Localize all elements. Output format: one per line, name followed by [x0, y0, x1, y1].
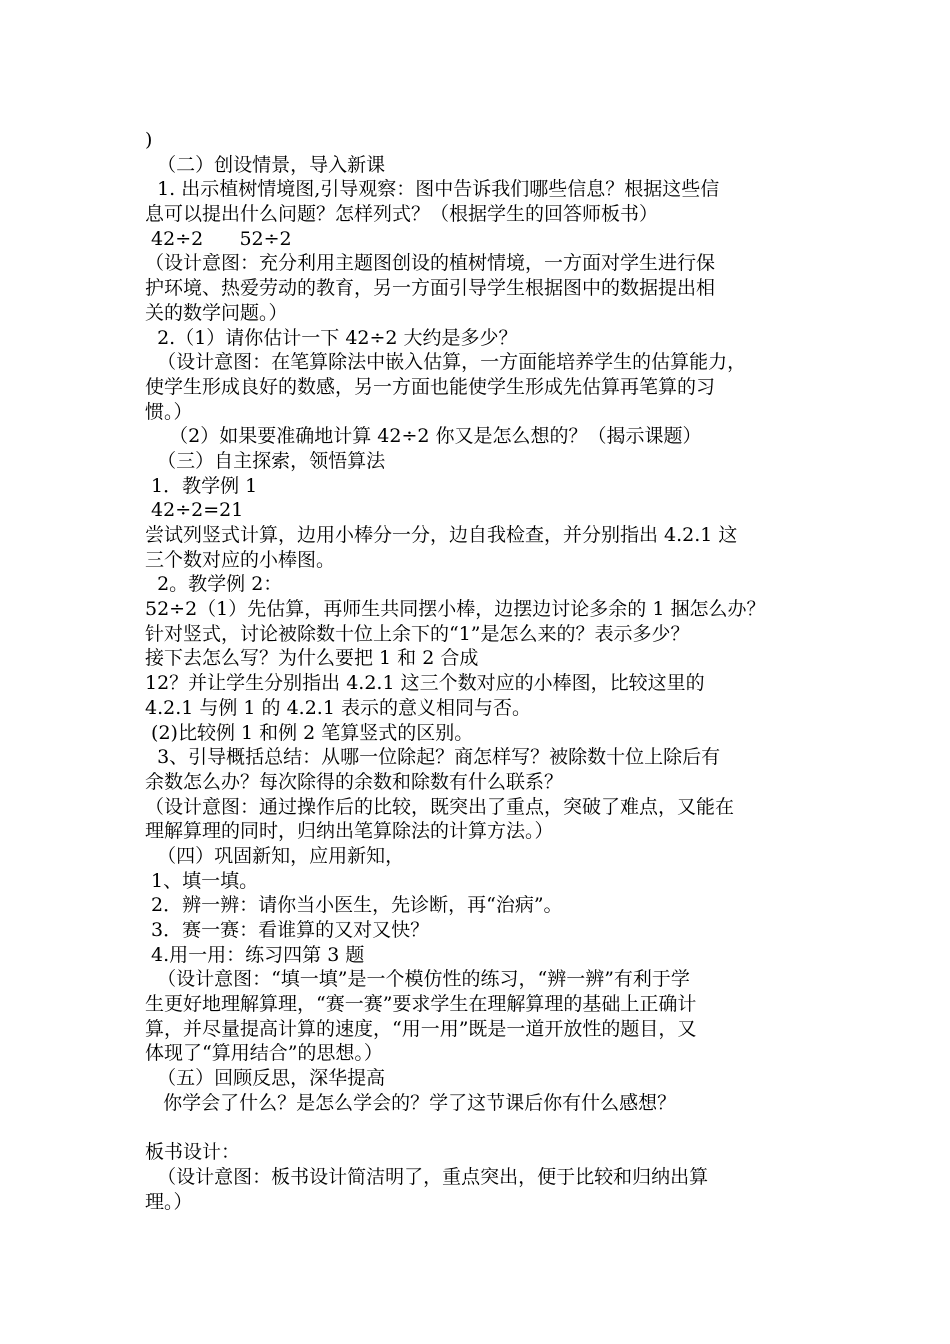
- text-line: 关的数学问题。）: [145, 301, 288, 324]
- text-line: 理解算理的同时，归纳出笔算除法的计算方法。）: [145, 820, 554, 843]
- text-line: （设计意图：“填一填”是一个模仿性的练习，“辨一辨”有利于学: [145, 968, 690, 991]
- text-line: 42÷2 52÷2: [145, 227, 292, 250]
- text-line: （四）巩固新知，应用新知，: [145, 844, 405, 867]
- text-line: 针对竖式，讨论被除数十位上余下的“1”是怎么来的？表示多少？: [145, 622, 690, 645]
- text-line: 1、填一填。: [145, 869, 259, 892]
- text-line: 理。）: [145, 1190, 193, 1213]
- text-line: 体现了“算用结合”的思想。）: [145, 1042, 383, 1065]
- text-line: 算，并尽量提高计算的速度，“用一用”既是一道开放性的题目，又: [145, 1017, 697, 1040]
- text-line: 52÷2（1）先估算，再师生共同摆小棒，边摆边讨论多余的 1 捆怎么办？: [145, 598, 766, 621]
- text-line: 3、引导概括总结：从哪一位除起？商怎样写？被除数十位上除后有: [145, 746, 721, 769]
- text-line: 12？并让学生分别指出 4.2.1 这三个数对应的小棒图，比较这里的: [145, 672, 705, 695]
- text-line: 4.用一用：练习四第 3 题: [145, 943, 365, 966]
- text-line: 生更好地理解算理，“赛一赛”要求学生在理解算理的基础上正确计: [145, 993, 697, 1016]
- text-line: （三）自主探索，领悟算法: [145, 449, 386, 472]
- text-line: 尝试列竖式计算，边用小棒分一分，边自我检查，并分别指出 4.2.1 这: [145, 524, 738, 546]
- text-line: 息可以提出什么问题？怎样列式？（根据学生的回答师板书）: [145, 203, 659, 226]
- text-line: 1．教学例 1: [145, 474, 258, 497]
- text-line: (2)比较例 1 和例 2 笔算竖式的区别。: [145, 721, 474, 744]
- blank-line: [145, 1116, 815, 1141]
- text-line: 余数怎么办？每次除得的余数和除数有什么联系？: [145, 770, 564, 793]
- text-line: 板书设计：: [145, 1141, 241, 1164]
- text-line: 使学生形成良好的数感，另一方面也能使学生形成先估算再笔算的习: [145, 375, 716, 398]
- text-line: （设计意图：在笔算除法中嵌入估算，一方面能培养学生的估算能力，: [145, 351, 747, 374]
- text-line: （二）创设情景，导入新课: [145, 153, 386, 176]
- text-line: ): [145, 129, 153, 151]
- text-line: 惯。）: [145, 400, 193, 423]
- text-line: 4.2.1 与例 1 的 4.2.1 表示的意义相同与否。: [145, 696, 531, 719]
- text-line: 接下去怎么写？为什么要把 1 和 2 合成: [145, 647, 479, 670]
- text-line: 你学会了什么？是怎么学会的？学了这节课后你有什么感想？: [145, 1091, 677, 1114]
- text-line: 护环境、热爱劳动的教育，另一方面引导学生根据图中的数据提出相: [145, 277, 716, 300]
- text-line: （设计意图：充分利用主题图创设的植树情境，一方面对学生进行保: [145, 252, 716, 275]
- document-body: [145, 128, 815, 1214]
- text-line: 42÷2=21: [145, 499, 244, 522]
- text-line: 三个数对应的小棒图。: [145, 548, 336, 571]
- text-line: （设计意图：通过操作后的比较，既突出了重点，突破了难点，又能在: [145, 795, 735, 818]
- text-line: 1. 出示植树情境图,引导观察：图中告诉我们哪些信息？根据这些信: [145, 178, 720, 201]
- text-line: 2．辨一辨：请你当小医生，先诊断，再“治病”。: [145, 894, 563, 917]
- text-line: 3．赛一赛：看谁算的又对又快？: [145, 919, 430, 941]
- text-line: （五）回顾反思，深华提高: [145, 1067, 386, 1090]
- text-line: 2.（1）请你估计一下 42÷2 大约是多少？: [145, 326, 518, 349]
- text-line: （2）如果要准确地计算 42÷2 你又是怎么想的？（揭示课题）: [145, 425, 702, 448]
- text-line: （设计意图：板书设计简洁明了，重点突出，便于比较和归纳出算: [145, 1165, 709, 1188]
- text-line: 2。教学例 2：: [145, 573, 283, 596]
